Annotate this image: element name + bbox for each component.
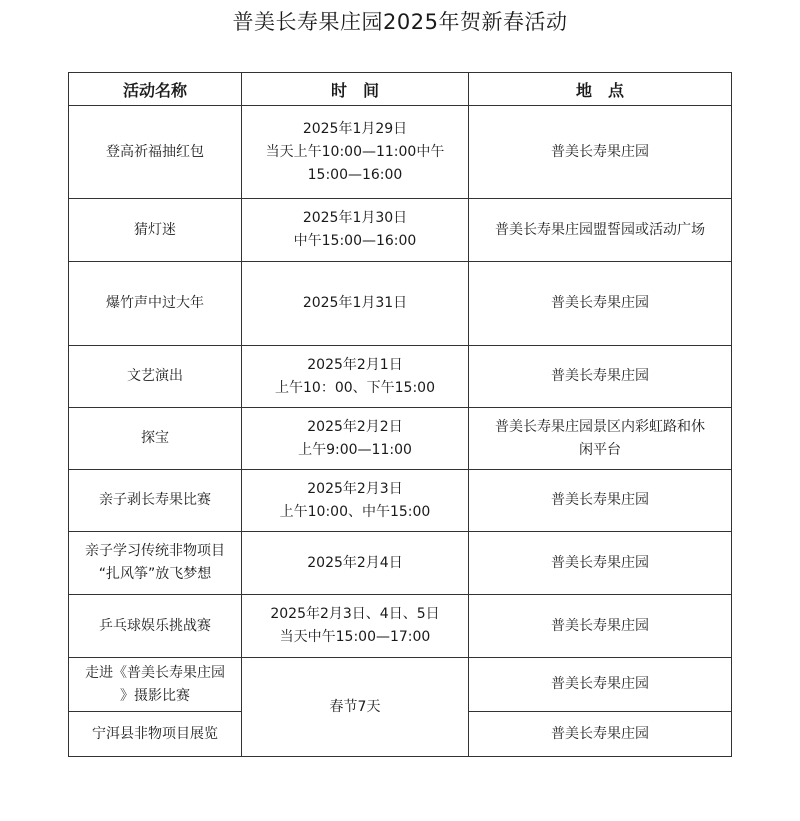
activity-cell — [69, 470, 242, 532]
table-row — [69, 595, 732, 658]
activity-name: 猜灯迷 — [134, 221, 176, 238]
activity-cell — [69, 262, 242, 346]
activity-cell — [69, 408, 242, 470]
time-line: 春节7天 — [329, 698, 381, 715]
activity-name: 走进《普美长寿果庄园 — [85, 664, 225, 681]
time-cell — [242, 262, 469, 346]
time-line: 2025年1月30日 — [302, 210, 408, 226]
time-line: 2025年2月1日 — [307, 356, 403, 373]
table-header-row — [69, 73, 732, 106]
place-cell — [469, 262, 732, 346]
activity-name: 爆竹声中过大年 — [106, 295, 204, 311]
activity-name: 亲子剥长寿果比赛 — [99, 492, 211, 508]
activity-name: “扎风筝”放飞梦想 — [98, 566, 212, 582]
time-cell — [242, 346, 469, 408]
time-line: 2025年1月29日 — [302, 120, 408, 137]
time-cell — [242, 532, 469, 595]
time-cell — [242, 470, 469, 532]
place-line: 普美长寿果庄园 — [551, 295, 649, 311]
place-cell — [469, 408, 732, 470]
place-cell — [469, 595, 732, 658]
table-row — [69, 346, 732, 408]
activity-schedule-table — [68, 72, 732, 757]
time-line: 上午9:00—11:00 — [298, 441, 412, 458]
table-row — [69, 199, 732, 262]
table-row — [69, 658, 732, 712]
table-row — [69, 408, 732, 470]
place-cell — [469, 470, 732, 532]
time-line: 2025年2月3日 — [307, 480, 403, 497]
activity-name: 探宝 — [141, 430, 169, 446]
place-line: 普美长寿果庄园景区内彩虹路和休 — [495, 418, 705, 435]
place-line: 普美长寿果庄园 — [551, 617, 649, 634]
table-row — [69, 532, 732, 595]
place-cell — [469, 106, 732, 199]
time-line: 2025年2月2日 — [307, 418, 403, 435]
table-row — [69, 106, 732, 199]
time-line: 2025年1月31日 — [302, 295, 408, 311]
activity-cell — [69, 346, 242, 408]
time-line: 上午10：00、下午15:00 — [275, 379, 435, 396]
time-line: 上午10:00、中午15:00 — [279, 503, 431, 520]
place-line: 普美长寿果庄园 — [551, 554, 649, 571]
activity-cell — [69, 532, 242, 595]
activity-name: 宁洱县非物项目展览 — [92, 725, 218, 742]
place-cell — [469, 712, 732, 757]
document-title: 普美长寿果庄园2025年贺新春活动 — [232, 10, 568, 34]
place-cell — [469, 532, 732, 595]
place-line: 普美长寿果庄园 — [551, 143, 649, 160]
table-row — [69, 470, 732, 532]
place-cell — [469, 658, 732, 712]
table-row — [69, 262, 732, 346]
activity-name: 文艺演出 — [127, 368, 183, 384]
time-line: 2025年2月4日 — [307, 554, 403, 571]
place-cell — [469, 199, 732, 262]
header-place: 地 点 — [469, 73, 732, 106]
place-line: 普美长寿果庄园盟誓园或活动广场 — [495, 221, 705, 238]
time-line: 2025年2月3日、4日、5日 — [270, 606, 440, 622]
activity-cell — [69, 106, 242, 199]
time-line: 中午15:00—16:00 — [293, 233, 417, 249]
time-cell — [242, 199, 469, 262]
activity-cell — [69, 658, 242, 712]
place-line: 闲平台 — [579, 441, 621, 458]
time-line: 当天上午10:00—11:00中午 — [265, 143, 445, 160]
activity-cell — [69, 595, 242, 658]
activity-name: 》摄影比赛 — [120, 687, 190, 704]
time-line: 当天中午15:00—17:00 — [279, 629, 431, 645]
activity-cell — [69, 712, 242, 757]
activity-cell — [69, 199, 242, 262]
time-cell — [242, 106, 469, 199]
activity-name: 乒乓球娱乐挑战赛 — [99, 617, 211, 634]
place-line: 普美长寿果庄园 — [551, 676, 649, 692]
activity-name: 亲子学习传统非物项目 — [85, 543, 225, 559]
place-line: 普美长寿果庄园 — [551, 368, 649, 384]
activity-name: 登高祈福抽红包 — [106, 143, 204, 160]
time-line: 15:00—16:00 — [307, 166, 403, 183]
place-line: 普美长寿果庄园 — [551, 492, 649, 508]
time-cell — [242, 408, 469, 470]
time-cell — [242, 595, 469, 658]
place-cell — [469, 346, 732, 408]
place-line: 普美长寿果庄园 — [551, 725, 649, 742]
header-activity-name: 活动名称 — [69, 73, 242, 106]
header-time: 时 间 — [242, 73, 469, 106]
time-cell-merged — [242, 658, 469, 757]
